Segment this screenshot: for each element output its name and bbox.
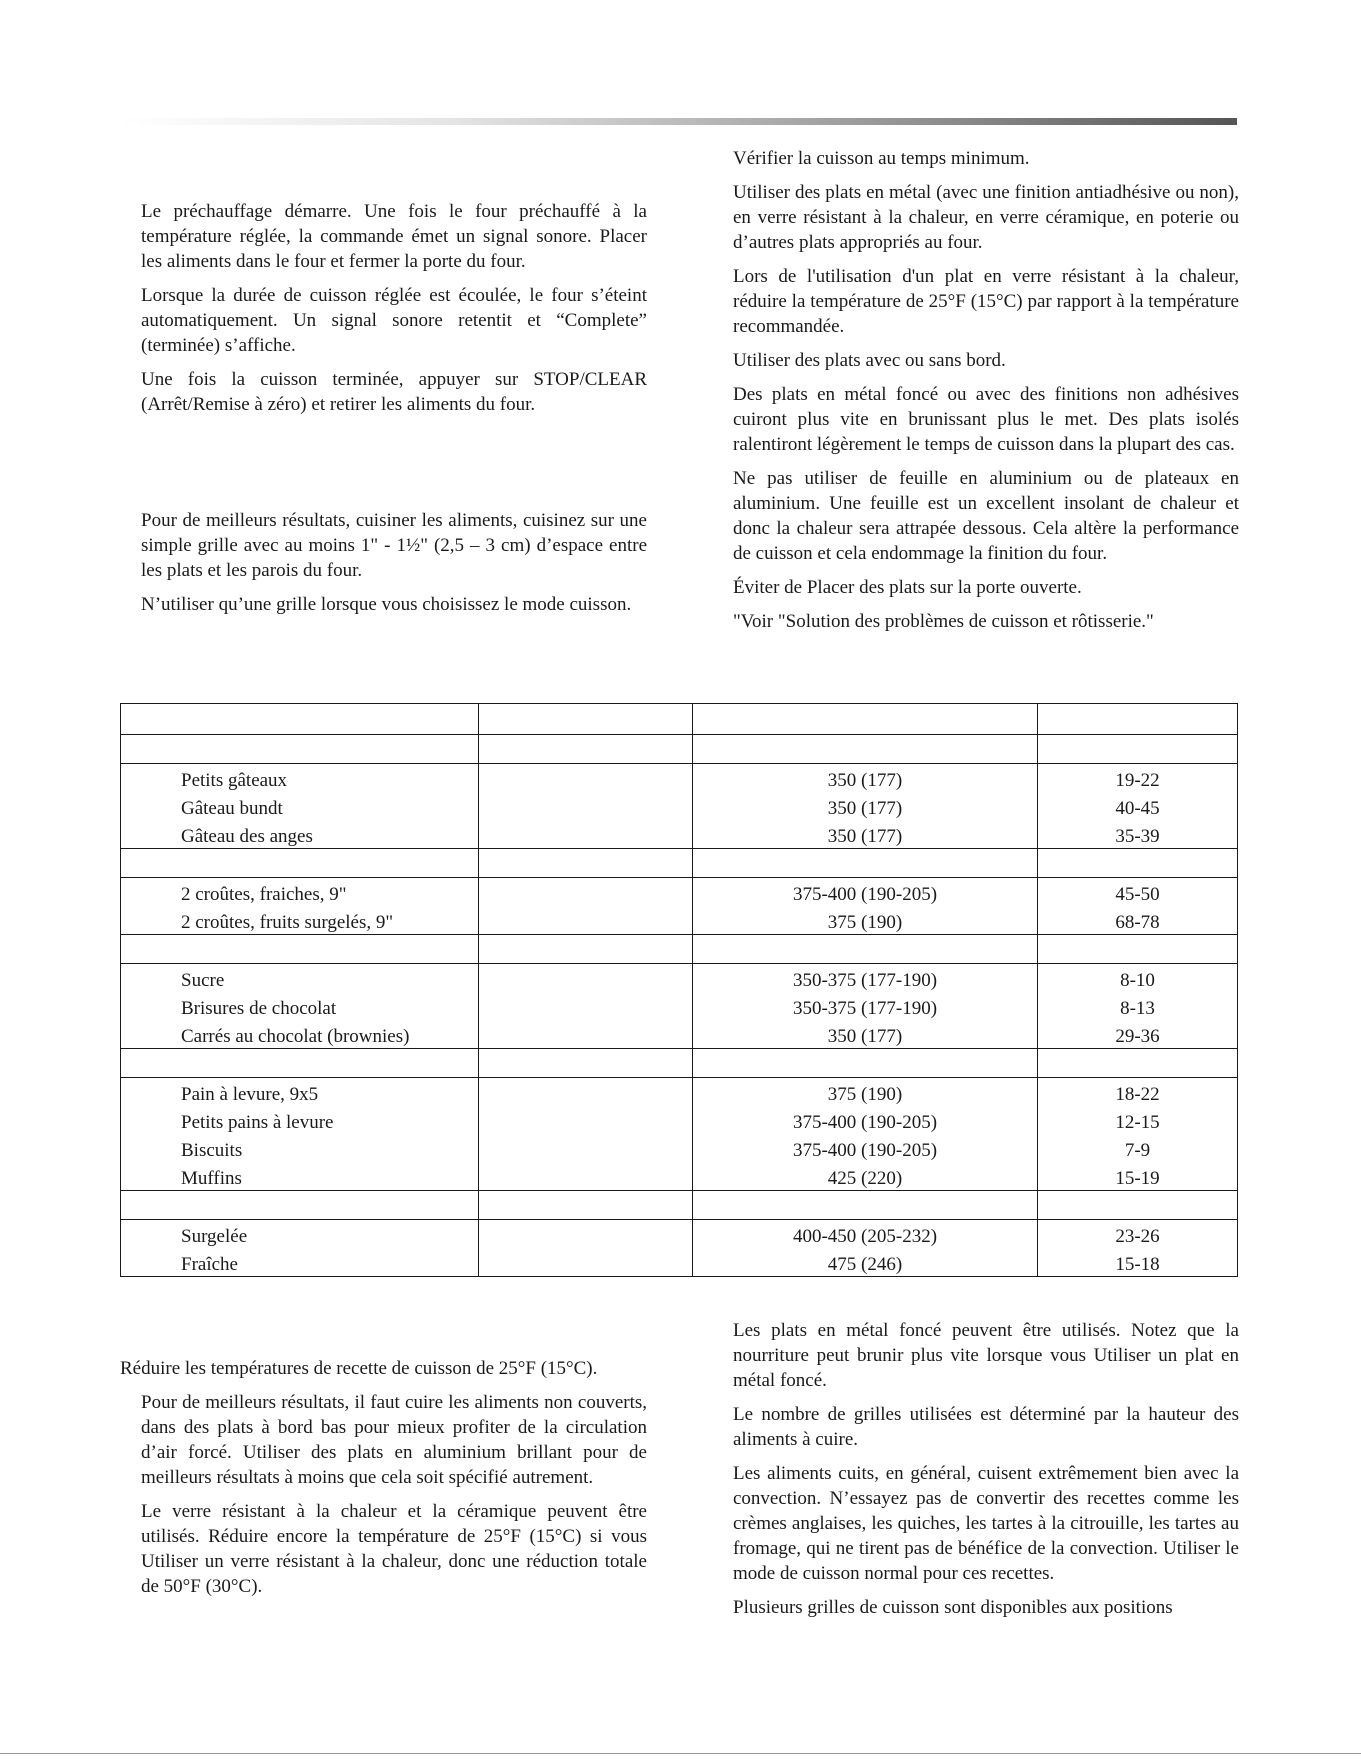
table-category-row — [121, 1191, 1238, 1220]
rack-cell — [479, 1162, 693, 1191]
paragraph: N’utiliser qu’une grille lorsque vous choisissez le mode cuisson. — [141, 594, 632, 615]
category-cell — [693, 735, 1038, 764]
table-row — [121, 1020, 1238, 1049]
paragraph: Une fois la cuisson terminée, appuyer sur STOP/CLEAR (Arrêt/Remise à zéro) et retirer les aliments du four. — [141, 369, 647, 415]
time-cell: 15-18 — [1038, 1248, 1238, 1277]
food-cell: Surgelée — [121, 1220, 479, 1249]
header-cell — [479, 704, 693, 735]
time-cell: 45-50 — [1038, 878, 1238, 907]
table-row — [121, 820, 1238, 849]
paragraph: Les aliments cuits, en général, cuisent extrêmement bien avec la convection. N’essayez pas de convertir des recettes comme les crèmes anglaises, les quiches, les tartes à la citrouille, les tartes au fromage, qui ne tirent pas de bénéfice de la convection. Utiliser le mode de cuisson normal pour ces recettes. — [733, 1463, 1239, 1584]
food-cell: Carrés au chocolat (brownies) — [121, 1020, 479, 1049]
category-cell — [479, 849, 693, 878]
category-cell — [693, 1049, 1038, 1078]
baking-chart-table — [120, 703, 1238, 1277]
food-cell: Petits gâteaux — [121, 764, 479, 793]
temperature-cell: 375-400 (190-205) — [693, 1134, 1038, 1162]
paragraph: "Voir "Solution des problèmes de cuisson et rôtisserie." — [733, 611, 1154, 632]
category-cell — [693, 849, 1038, 878]
right-column-top — [733, 146, 1239, 643]
category-cell — [479, 1049, 693, 1078]
time-cell: 8-13 — [1038, 992, 1238, 1020]
paragraph: Les plats en métal foncé peuvent être utilisés. Notez que la nourriture peut brunir plus vite lorsque vous Utiliser un plat en métal foncé. — [733, 1320, 1239, 1391]
food-cell: Muffins — [121, 1162, 479, 1191]
food-cell: Fraîche — [121, 1248, 479, 1277]
category-cell — [1038, 1191, 1238, 1220]
lead-line: Réduire les températures de recette de cuisson de 25°F (15°C). — [120, 1358, 598, 1379]
right-column-bottom — [733, 1318, 1239, 1629]
rack-cell — [479, 964, 693, 993]
rack-cell — [479, 764, 693, 793]
temperature-cell: 350-375 (177-190) — [693, 964, 1038, 993]
rack-cell — [479, 1134, 693, 1162]
temperature-cell: 475 (246) — [693, 1248, 1038, 1277]
category-cell — [121, 735, 479, 764]
paragraph: Le verre résistant à la chaleur et la céramique peuvent être utilisés. Réduire encore la température de 25°F (15°C) si vous Utiliser un verre résistant à la chaleur, donc une réduction totale de 50°F (30°C). — [141, 1501, 647, 1597]
table-category-row — [121, 849, 1238, 878]
header-cell — [693, 704, 1038, 735]
time-cell: 8-10 — [1038, 964, 1238, 993]
table-row — [121, 1106, 1238, 1134]
food-cell: Gâteau bundt — [121, 792, 479, 820]
header-cell — [121, 704, 479, 735]
temperature-cell: 350-375 (177-190) — [693, 992, 1038, 1020]
table-row — [121, 1220, 1238, 1249]
category-cell — [1038, 735, 1238, 764]
table-row — [121, 878, 1238, 907]
food-cell: Gâteau des anges — [121, 820, 479, 849]
paragraph: Pour de meilleurs résultats, il faut cuire les aliments non couverts, dans des plats à bord bas pour mieux profiter de la circulation d’air forcé. Utiliser des plats en aluminium brillant pour de meilleurs résultats à moins que cela soit spécifié autrement. — [141, 1392, 647, 1488]
food-cell: Pain à levure, 9x5 — [121, 1078, 479, 1107]
paragraph: Lors de l'utilisation d'un plat en verre résistant à la chaleur, réduire la température de 25°F (15°C) par rapport à la température recommandée. — [733, 266, 1239, 337]
paragraph: Ne pas utiliser de feuille en aluminium ou de plateaux en aluminium. Une feuille est un excellent insolant de chaleur et donc la chaleur sera attrapée dessous. Cela altère la performance de cuisson et cela endommage la finition du four. — [733, 468, 1239, 564]
paragraph: Utiliser des plats en métal (avec une finition antiadhésive ou non), en verre résistant à la chaleur, en verre céramique, en poterie ou d’autres plats appropriés au four. — [733, 182, 1239, 253]
paragraph: Plusieurs grilles de cuisson sont disponibles aux positions — [733, 1597, 1173, 1618]
time-cell: 29-36 — [1038, 1020, 1238, 1049]
temperature-cell: 375-400 (190-205) — [693, 878, 1038, 907]
temperature-cell: 350 (177) — [693, 764, 1038, 793]
time-cell: 7-9 — [1038, 1134, 1238, 1162]
left-column-rack-notes — [141, 508, 647, 626]
time-cell: 40-45 — [1038, 792, 1238, 820]
left-column-top — [141, 199, 647, 426]
left-column-bottom — [120, 1356, 647, 1608]
temperature-cell: 350 (177) — [693, 820, 1038, 849]
food-cell: 2 croûtes, fruits surgelés, 9" — [121, 906, 479, 935]
table-row — [121, 964, 1238, 993]
time-cell: 15-19 — [1038, 1162, 1238, 1191]
rack-cell — [479, 878, 693, 907]
food-cell: Biscuits — [121, 1134, 479, 1162]
category-cell — [479, 935, 693, 964]
temperature-cell: 350 (177) — [693, 792, 1038, 820]
rack-cell — [479, 820, 693, 849]
table-category-row — [121, 735, 1238, 764]
food-cell: Brisures de chocolat — [121, 992, 479, 1020]
table-row — [121, 1134, 1238, 1162]
rack-cell — [479, 1078, 693, 1107]
category-cell — [1038, 849, 1238, 878]
time-cell: 23-26 — [1038, 1220, 1238, 1249]
header-cell — [1038, 704, 1238, 735]
category-cell — [121, 1191, 479, 1220]
table-row — [121, 1162, 1238, 1191]
food-cell: 2 croûtes, fraiches, 9" — [121, 878, 479, 907]
time-cell: 18-22 — [1038, 1078, 1238, 1107]
paragraph: Le préchauffage démarre. Une fois le four préchauffé à la température réglée, la commande émet un signal sonore. Placer les aliments dans le four et fermer la porte du four. — [141, 201, 647, 272]
table-row — [121, 992, 1238, 1020]
time-cell: 19-22 — [1038, 764, 1238, 793]
temperature-cell: 375 (190) — [693, 906, 1038, 935]
paragraph: Utiliser des plats avec ou sans bord. — [733, 350, 1006, 371]
category-cell — [1038, 1049, 1238, 1078]
rack-cell — [479, 992, 693, 1020]
table-category-row — [121, 935, 1238, 964]
paragraph: Pour de meilleurs résultats, cuisiner les aliments, cuisinez sur une simple grille avec au moins 1" - 1½" (2,5 – 3 cm) d’espace entre les plats et les parois du four. — [141, 510, 647, 581]
category-cell — [121, 935, 479, 964]
table-category-row — [121, 1049, 1238, 1078]
header-rule — [120, 118, 1237, 125]
time-cell: 35-39 — [1038, 820, 1238, 849]
temperature-cell: 400-450 (205-232) — [693, 1220, 1038, 1249]
footer-rule — [0, 1753, 1361, 1754]
temperature-cell: 375-400 (190-205) — [693, 1106, 1038, 1134]
paragraph: Éviter de Placer des plats sur la porte ouverte. — [733, 577, 1082, 598]
category-cell — [693, 935, 1038, 964]
rack-cell — [479, 1106, 693, 1134]
temperature-cell: 425 (220) — [693, 1162, 1038, 1191]
table-row — [121, 792, 1238, 820]
temperature-cell: 375 (190) — [693, 1078, 1038, 1107]
paragraph: Vérifier la cuisson au temps minimum. — [733, 148, 1030, 169]
table-row — [121, 906, 1238, 935]
indented-paragraphs — [120, 1390, 647, 1599]
food-cell: Sucre — [121, 964, 479, 993]
category-cell — [1038, 935, 1238, 964]
category-cell — [121, 849, 479, 878]
category-cell — [479, 1191, 693, 1220]
category-cell — [121, 1049, 479, 1078]
rack-cell — [479, 1248, 693, 1277]
rack-cell — [479, 1220, 693, 1249]
category-cell — [693, 1191, 1038, 1220]
temperature-cell: 350 (177) — [693, 1020, 1038, 1049]
rack-cell — [479, 1020, 693, 1049]
paragraph: Des plats en métal foncé ou avec des finitions non adhésives cuiront plus vite en brunissant plus le met. Des plats isolés ralentiront légèrement le temps de cuisson dans la plupart des cas. — [733, 384, 1239, 455]
table-body — [121, 704, 1238, 1277]
rack-cell — [479, 792, 693, 820]
table-row — [121, 1248, 1238, 1277]
paragraph: Lorsque la durée de cuisson réglée est écoulée, le four s’éteint automatiquement. Un signal sonore retentit et “Complete” (terminée) s’affiche. — [141, 285, 647, 356]
rack-cell — [479, 906, 693, 935]
time-cell: 68-78 — [1038, 906, 1238, 935]
time-cell: 12-15 — [1038, 1106, 1238, 1134]
table-row — [121, 1078, 1238, 1107]
paragraph: Le nombre de grilles utilisées est déterminé par la hauteur des aliments à cuire. — [733, 1404, 1239, 1450]
table-row — [121, 764, 1238, 793]
food-cell: Petits pains à levure — [121, 1106, 479, 1134]
category-cell — [479, 735, 693, 764]
table-header-row — [121, 704, 1238, 735]
